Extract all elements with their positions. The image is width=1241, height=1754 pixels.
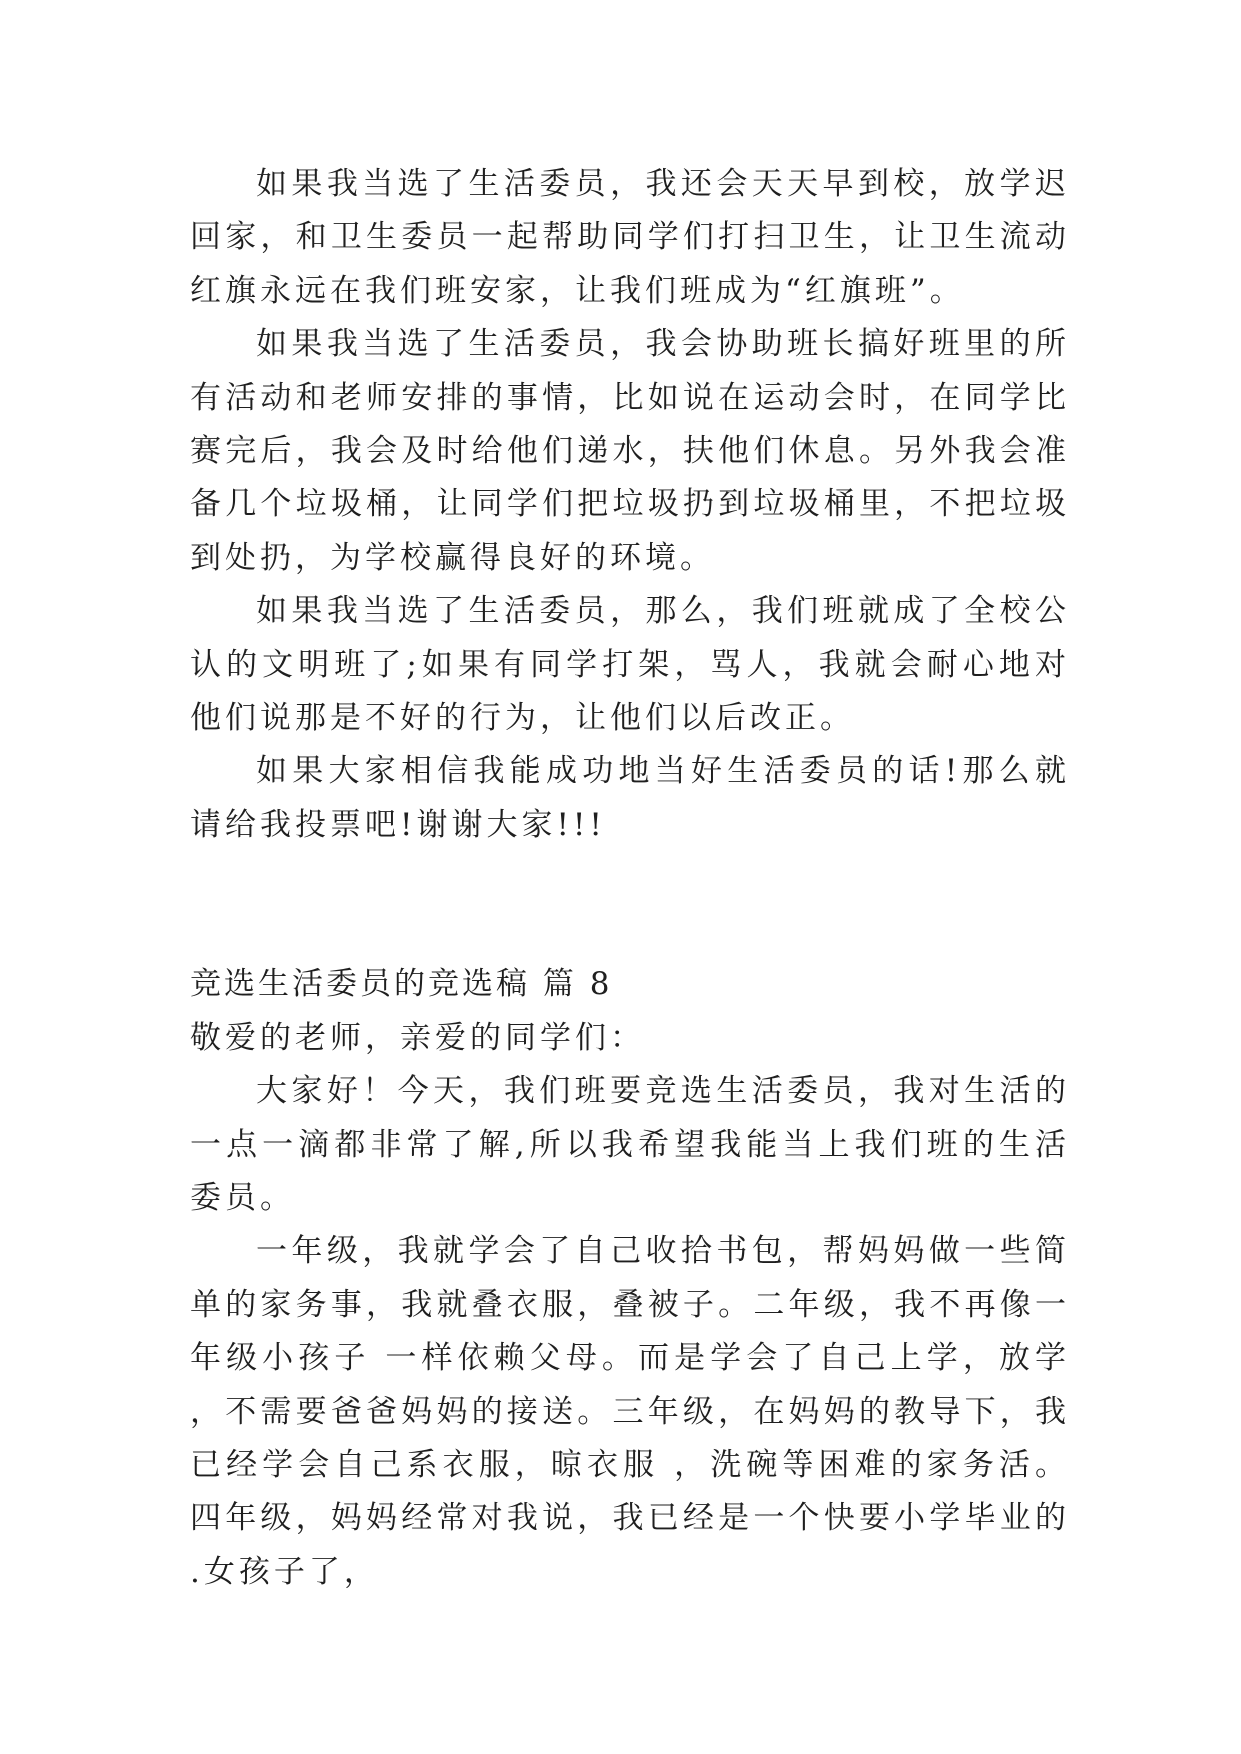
paragraph-hygiene: 如果我当选了生活委员，我还会天天早到校，放学迟回家，和卫生委员一起帮助同学们打扫卫生，让卫生流动红旗永远在我们班安家，让我们班成为“红旗班”。	[190, 166, 1070, 309]
paragraph-growth-story: 一年级，我就学会了自己收拾书包，帮妈妈做一些简单的家务事，我就叠衣服，叠被子。二年级，我不再像一年级小孩子 一样依赖父母。而是学会了自己上学，放学，不需要爸爸妈妈的接送。三年级，在妈妈的教导下，我已经学会自己系衣服，晾衣服 ，洗碗等困难的家务活。四年级，妈妈经常对我说，我已经是一个快要小学毕业的.女孩子了，	[190, 1233, 1070, 1590]
paragraph-assist-monitor: 如果我当选了生活委员，我会协助班长搞好班里的所有活动和老师安排的事情，比如说在运动会时，在同学比赛完后，我会及时给他们递水，扶他们休息。另外我会准备几个垃圾桶，让同学们把垃圾扔到垃圾桶里，不把垃圾到处扔，为学校赢得良好的环境。	[190, 326, 1070, 576]
document-body	[190, 158, 1070, 1599]
salutation: 敬爱的老师，亲爱的同学们：	[190, 1019, 645, 1056]
paragraph-civilized-class: 如果我当选了生活委员，那么，我们班就成了全校公认的文明班了;如果有同学打架，骂人，我就会耐心地对他们说那是不好的行为，让他们以后改正。	[190, 593, 1070, 737]
paragraph-vote-request: 如果大家相信我能成功地当好生活委员的话!那么就请给我投票吧!谢谢大家!!!	[190, 753, 1070, 843]
section-heading: 竞选生活委员的竞选稿 篇 8	[190, 966, 613, 1003]
section-gap	[190, 852, 1070, 958]
paragraph-greeting: 大家好！今天，我们班要竞选生活委员，我对生活的一点一滴都非常了解,所以我希望我能当上我们班的生活委员。	[190, 1073, 1070, 1216]
